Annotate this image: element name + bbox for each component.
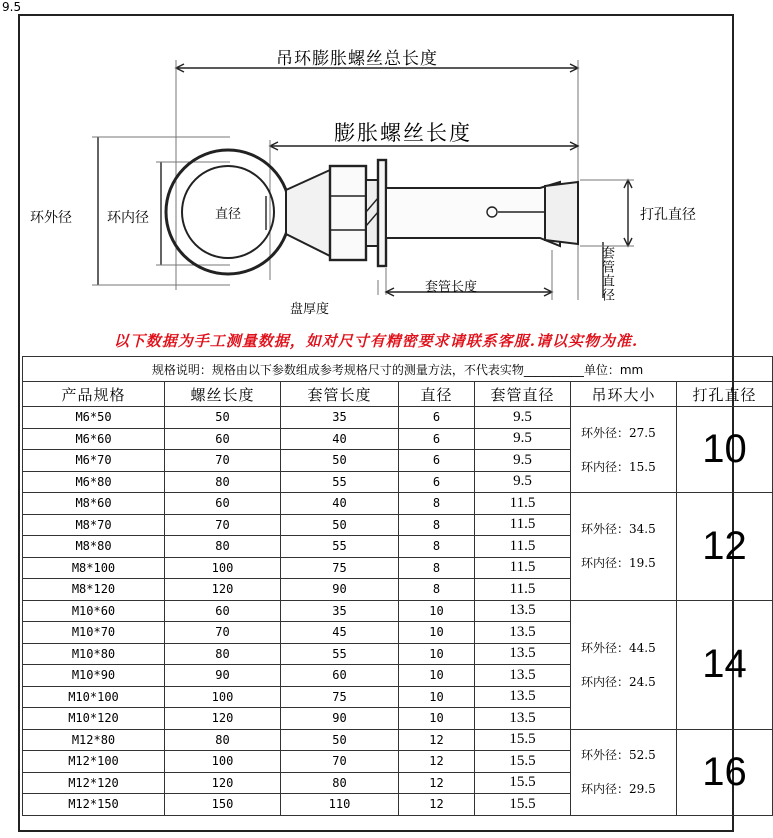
cell-bolt-length: 60 [165, 428, 281, 450]
cell-bolt-length: 120 [165, 708, 281, 730]
cell-spec: M10*80 [23, 643, 165, 665]
diameter-label: 直径 [215, 207, 242, 222]
cell-sleeve-dia: 13.5 [475, 622, 571, 644]
cell-spec: M6*60 [23, 428, 165, 450]
cell-spec: M10*100 [23, 686, 165, 708]
cell-bolt-length: 120 [165, 579, 281, 601]
cell-sleeve-length: 35 [281, 407, 399, 429]
cell-ring-size [571, 729, 677, 815]
cell-diameter: 6 [399, 407, 475, 429]
cell-sleeve-dia: 9.5 [475, 450, 571, 472]
header-sleeve-length: 套管长度 [281, 382, 399, 407]
cell-sleeve-length: 90 [281, 579, 399, 601]
corner-label: 9.5 [2, 0, 22, 14]
header-sleeve-dia: 套管直径 [475, 382, 571, 407]
cell-drill-dia: 10 [677, 407, 773, 493]
cell-diameter: 10 [399, 622, 475, 644]
cell-sleeve-length: 60 [281, 665, 399, 687]
bolt-length-label: 膨胀螺丝长度 [334, 121, 472, 145]
cell-diameter: 12 [399, 794, 475, 816]
cell-sleeve-dia: 11.5 [475, 557, 571, 579]
cell-spec: M10*90 [23, 665, 165, 687]
table-row [23, 407, 773, 429]
cell-sleeve-length: 50 [281, 514, 399, 536]
header-spec: 产品规格 [23, 382, 165, 407]
outer-dia-label: 环外径 [30, 207, 72, 227]
cell-spec: M10*120 [23, 708, 165, 730]
cell-spec: M6*50 [23, 407, 165, 429]
cell-sleeve-dia: 11.5 [475, 579, 571, 601]
header-ring-size: 吊环大小 [571, 382, 677, 407]
cell-ring-size [571, 407, 677, 493]
flat-washer [378, 160, 386, 266]
cell-spec: M8*120 [23, 579, 165, 601]
cell-sleeve-length: 55 [281, 536, 399, 558]
cell-spec: M8*60 [23, 493, 165, 515]
cell-spec: M12*80 [23, 729, 165, 751]
cell-diameter: 12 [399, 772, 475, 794]
cell-sleeve-length: 75 [281, 557, 399, 579]
table-header-row [23, 382, 773, 407]
header-diameter: 直径 [399, 382, 475, 407]
ring-outer-dia: 环外径：44.5 [581, 640, 656, 655]
ring-inner-dia: 环内径：19.5 [581, 556, 656, 571]
cell-diameter: 12 [399, 729, 475, 751]
header-bolt-length: 螺丝长度 [165, 382, 281, 407]
cell-sleeve-dia: 13.5 [475, 686, 571, 708]
cell-bolt-length: 70 [165, 450, 281, 472]
cell-sleeve-length: 80 [281, 772, 399, 794]
cell-diameter: 6 [399, 450, 475, 472]
cell-spec: M6*70 [23, 450, 165, 472]
cell-sleeve-length: 40 [281, 493, 399, 515]
cell-bolt-length: 70 [165, 514, 281, 536]
cell-spec: M8*70 [23, 514, 165, 536]
cell-drill-dia: 14 [677, 600, 773, 729]
table-row [23, 493, 773, 515]
cell-bolt-length: 80 [165, 471, 281, 493]
cell-sleeve-length: 55 [281, 471, 399, 493]
cell-sleeve-length: 35 [281, 600, 399, 622]
cell-spec: M12*120 [23, 772, 165, 794]
cell-drill-dia: 16 [677, 729, 773, 815]
total-length-label: 吊环膨胀螺丝总长度 [276, 49, 438, 69]
sleeve-dia-label: 套管直径 [599, 246, 614, 302]
cell-sleeve-dia: 13.5 [475, 600, 571, 622]
cell-sleeve-length: 90 [281, 708, 399, 730]
cell-sleeve-dia: 15.5 [475, 794, 571, 816]
cell-sleeve-dia: 11.5 [475, 536, 571, 558]
cell-bolt-length: 70 [165, 622, 281, 644]
table-row [23, 600, 773, 622]
cell-diameter: 6 [399, 471, 475, 493]
cell-sleeve-length: 50 [281, 450, 399, 472]
cell-diameter: 8 [399, 579, 475, 601]
hex-nut [330, 166, 366, 260]
cell-bolt-length: 100 [165, 557, 281, 579]
sleeve-length-label: 套管长度 [425, 280, 478, 295]
cell-spec: M8*80 [23, 536, 165, 558]
table-note: 规格说明：规格由以下参数组成参考规格尺寸的测量方法，不代表实物__________单位：mm [23, 357, 773, 382]
cell-diameter: 6 [399, 428, 475, 450]
cell-sleeve-dia: 9.5 [475, 471, 571, 493]
cell-bolt-length: 50 [165, 407, 281, 429]
cell-bolt-length: 100 [165, 686, 281, 708]
cell-spec: M10*60 [23, 600, 165, 622]
cell-bolt-length: 150 [165, 794, 281, 816]
cell-diameter: 10 [399, 665, 475, 687]
ring-inner-dia: 环内径：24.5 [581, 674, 656, 689]
cell-spec: M12*100 [23, 751, 165, 773]
cell-spec: M8*100 [23, 557, 165, 579]
ring-outer-dia: 环外径：27.5 [581, 425, 656, 440]
cell-sleeve-length: 70 [281, 751, 399, 773]
ring-outer-dia: 环外径：52.5 [581, 748, 656, 762]
cell-bolt-length: 60 [165, 600, 281, 622]
expansion-cone [545, 182, 578, 244]
ring-inner-dia: 环内径：15.5 [581, 459, 656, 474]
table-row [23, 729, 773, 751]
table-note-row [23, 357, 773, 382]
cell-sleeve-length: 50 [281, 729, 399, 751]
cell-sleeve-dia: 13.5 [475, 643, 571, 665]
cell-bolt-length: 80 [165, 729, 281, 751]
cell-diameter: 10 [399, 686, 475, 708]
washer-thickness-label: 盘厚度 [290, 302, 330, 317]
cell-drill-dia: 12 [677, 493, 773, 601]
cell-sleeve-dia: 15.5 [475, 751, 571, 773]
cell-diameter: 10 [399, 708, 475, 730]
cell-sleeve-dia: 13.5 [475, 708, 571, 730]
ring-inner-dia: 环内径：29.5 [581, 782, 656, 796]
header-drill-dia: 打孔直径 [677, 382, 773, 407]
cell-bolt-length: 80 [165, 536, 281, 558]
cell-sleeve-dia: 15.5 [475, 772, 571, 794]
cell-sleeve-dia: 13.5 [475, 665, 571, 687]
cell-diameter: 12 [399, 751, 475, 773]
measurement-notice: 以下数据为手工测量数据，如对尺寸有精密要求请联系客服.请以实物为准. [113, 332, 639, 350]
cell-sleeve-length: 110 [281, 794, 399, 816]
spring-washer [366, 180, 378, 246]
spec-table [22, 356, 773, 816]
cell-diameter: 8 [399, 514, 475, 536]
cell-spec: M12*150 [23, 794, 165, 816]
inner-dia-label: 环内径 [107, 207, 149, 227]
drill-dia-label: 打孔直径 [640, 207, 696, 223]
cell-bolt-length: 60 [165, 493, 281, 515]
cell-bolt-length: 100 [165, 751, 281, 773]
cell-diameter: 8 [399, 536, 475, 558]
cell-diameter: 8 [399, 557, 475, 579]
cell-diameter: 8 [399, 493, 475, 515]
cell-ring-size [571, 600, 677, 729]
cell-bolt-length: 80 [165, 643, 281, 665]
cell-sleeve-dia: 9.5 [475, 428, 571, 450]
cell-diameter: 10 [399, 643, 475, 665]
cell-sleeve-dia: 15.5 [475, 729, 571, 751]
cell-sleeve-length: 75 [281, 686, 399, 708]
cell-sleeve-length: 40 [281, 428, 399, 450]
cell-sleeve-length: 45 [281, 622, 399, 644]
eye-collar [286, 170, 330, 256]
cell-bolt-length: 90 [165, 665, 281, 687]
expansion-sleeve [386, 182, 560, 246]
cell-spec: M6*80 [23, 471, 165, 493]
cell-sleeve-dia: 9.5 [475, 407, 571, 429]
cell-ring-size [571, 493, 677, 601]
cell-sleeve-dia: 11.5 [475, 514, 571, 536]
cell-bolt-length: 120 [165, 772, 281, 794]
cell-diameter: 10 [399, 600, 475, 622]
cell-spec: M10*70 [23, 622, 165, 644]
cell-sleeve-dia: 11.5 [475, 493, 571, 515]
ring-outer-dia: 环外径：34.5 [581, 522, 656, 537]
cell-sleeve-length: 55 [281, 643, 399, 665]
